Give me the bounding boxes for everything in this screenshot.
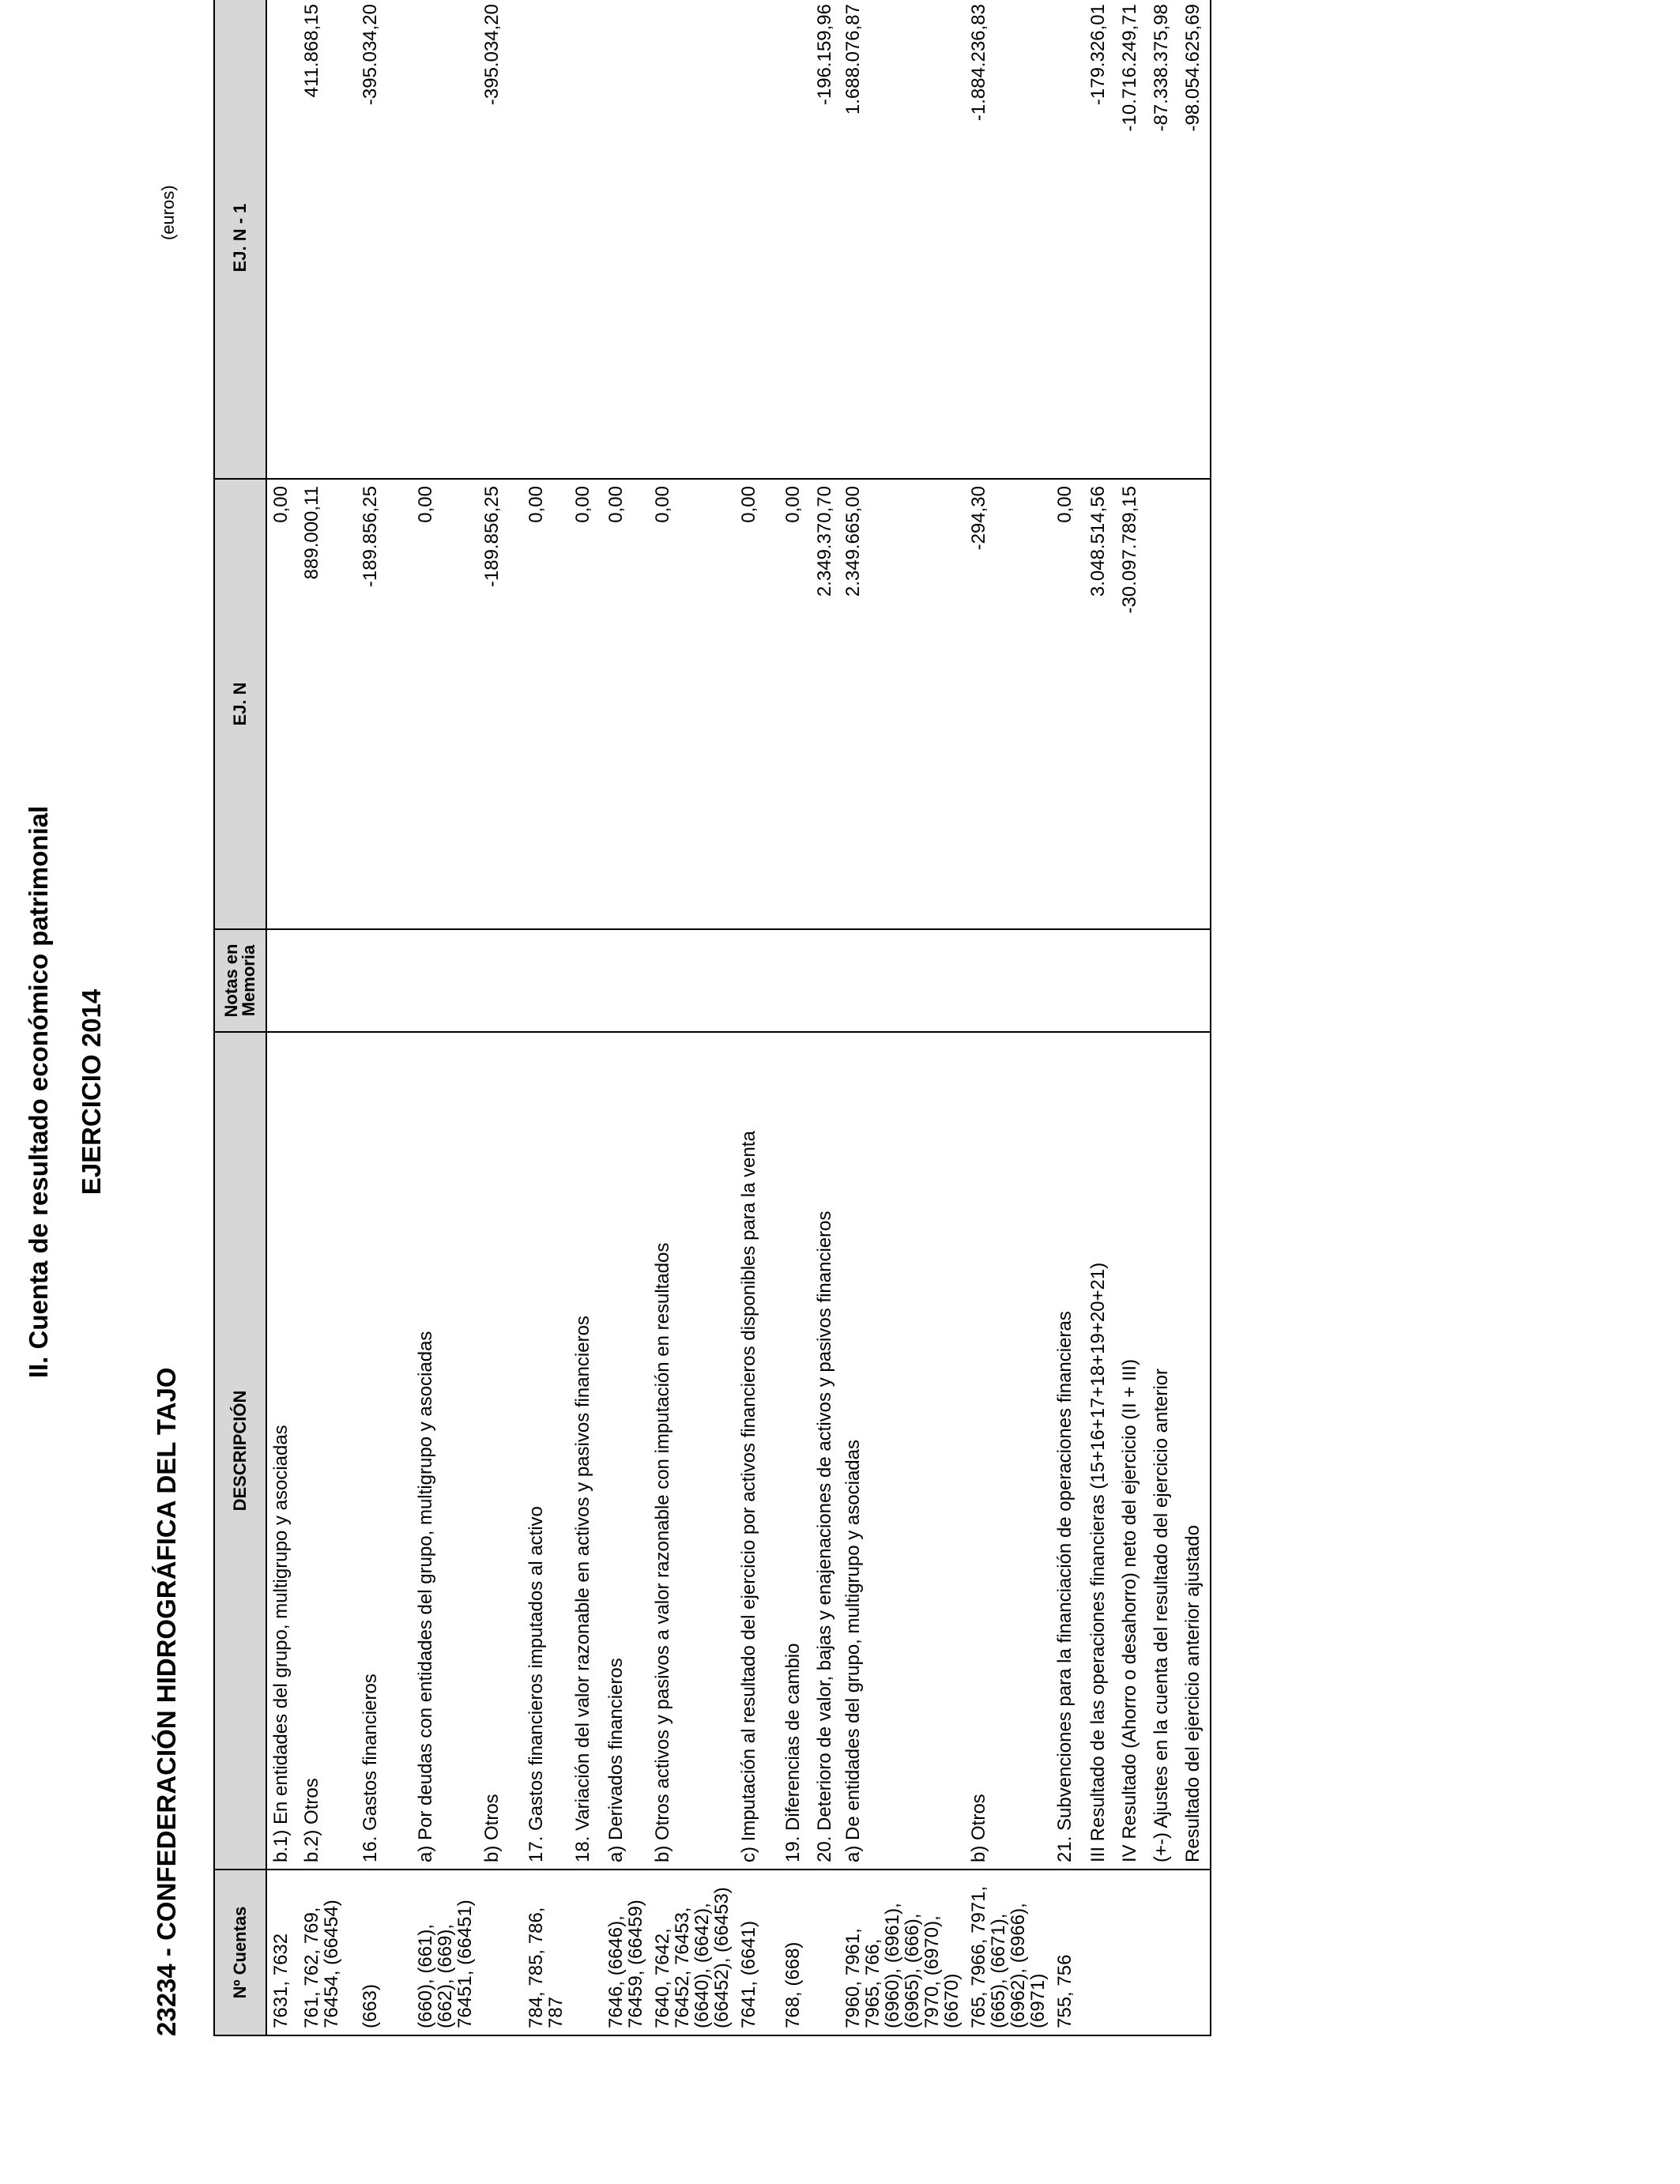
cell-ej-n1: 1.688.076,87 [839,0,965,479]
cell-description: 16. Gastos financieros [356,1032,412,1870]
table-row [811,0,839,2035]
cell-notes [1147,929,1179,1032]
cell-accounts: 7640, 7642, 76452, 76453, (6640), (6642), (66452), (66453) [649,1870,735,2035]
cell-ej-n: -294,30 [965,479,1051,929]
cell-ej-n: 2.349.665,00 [839,479,965,929]
cell-notes [1179,929,1211,1032]
header-ej-n1: EJ. N - 1 [214,0,266,479]
cell-description: a) Por deudas con entidades del grupo, multigrupo y asociadas [412,1032,478,1870]
cell-description: (+-) Ajustes en la cuenta del resultado del ejercicio anterior [1147,1032,1179,1870]
table-row [602,0,649,2035]
cell-accounts: (663) [356,1870,412,2035]
cell-ej-n: 0,00 [522,479,569,929]
cell-ej-n1 [266,0,298,479]
cell-ej-n1: -196.159,96 [811,0,839,479]
cell-ej-n: -189.856,25 [478,479,522,929]
cell-description: a) Derivados financieros [602,1032,649,1870]
cell-notes [356,929,412,1032]
cell-description: Resultado del ejercicio anterior ajustado [1179,1032,1211,1870]
cell-description: IV Resultado (Ahorro o desahorro) neto del ejercicio (II + III) [1116,1032,1147,1870]
cell-notes [298,929,356,1032]
cell-ej-n1: -179.326,01 [1084,0,1116,479]
cell-accounts: 765, 7966, 7971, (665), (6671), (6962), (6966), (6971) [965,1870,1051,2035]
cell-notes [1051,929,1084,1032]
header-notes: Notas en Memoria [214,929,266,1032]
cell-accounts: (660), (661), (662), (669), 76451, (66451) [412,1870,478,2035]
cell-notes [965,929,1051,1032]
header-accounts: Nº Cuentas [214,1870,266,2035]
table-row [522,0,569,2035]
cell-description: c) Imputación al resultado del ejercicio por activos financieros disponibles para la venta [735,1032,779,1870]
cell-ej-n1 [649,0,735,479]
cell-ej-n: 0,00 [649,479,735,929]
cell-ej-n1: -395.034,20 [356,0,412,479]
table-row [965,0,1051,2035]
cell-accounts: 7641, (6641) [735,1870,779,2035]
cell-ej-n: 3.048.514,56 [1084,479,1116,929]
cell-notes [266,929,298,1032]
table-row [1084,0,1116,2035]
cell-notes [569,929,602,1032]
cell-accounts [478,1870,522,2035]
cell-ej-n1 [735,0,779,479]
cell-notes [839,929,965,1032]
cell-description: b) Otros activos y pasivos a valor razonable con imputación en resultados [649,1032,735,1870]
cell-accounts [1147,1870,1179,2035]
cell-accounts: 7631, 7632 [266,1870,298,2035]
table-row [569,0,602,2035]
cell-accounts: 761, 762, 769, 76454, (66454) [298,1870,356,2035]
cell-ej-n1 [602,0,649,479]
table-row [1051,0,1084,2035]
cell-notes [1084,929,1116,1032]
cell-description: b) Otros [478,1032,522,1870]
cell-notes [735,929,779,1032]
cell-ej-n1: -1.884.236,83 [965,0,1051,479]
cell-notes [1116,929,1147,1032]
cell-description: 18. Variación del valor razonable en activos y pasivos financieros [569,1032,602,1870]
cell-description: b.2) Otros [298,1032,356,1870]
cell-ej-n: 2.349.370,70 [811,479,839,929]
header-description: DESCRIPCIÓN [214,1032,266,1870]
cell-description: III Resultado de las operaciones financieras (15+16+17+18+19+20+21) [1084,1032,1116,1870]
table-row [735,0,779,2035]
cell-notes [412,929,478,1032]
cell-ej-n: 0,00 [266,479,298,929]
table-row [649,0,735,2035]
cell-ej-n1 [522,0,569,479]
cell-ej-n1 [412,0,478,479]
cell-description: 20. Deterioro de valor, bajas y enajenaciones de activos y pasivos financieros [811,1032,839,1870]
table-row [356,0,412,2035]
cell-ej-n1: -87.338.375,98 [1147,0,1179,479]
cell-accounts: 755, 756 [1051,1870,1084,2035]
table-row [478,0,522,2035]
results-table [213,0,1211,2036]
cell-description: b.1) En entidades del grupo, multigrupo y asociadas [266,1032,298,1870]
table-row [1116,0,1147,2035]
cell-accounts [1179,1870,1211,2035]
cell-ej-n1: -395.034,20 [478,0,522,479]
cell-ej-n1 [1051,0,1084,479]
cell-ej-n: 0,00 [412,479,478,929]
cell-ej-n: 0,00 [735,479,779,929]
table-row [266,0,298,2035]
table-row [839,0,965,2035]
cell-accounts [1116,1870,1147,2035]
cell-accounts: 7646, (6646), 76459, (66459) [602,1870,649,2035]
cell-notes [779,929,811,1032]
cell-ej-n [1147,479,1179,929]
table-row [779,0,811,2035]
cell-ej-n1: -98.054.625,69 [1179,0,1211,479]
cell-ej-n: 0,00 [602,479,649,929]
table-row [298,0,356,2035]
cell-ej-n: 0,00 [779,479,811,929]
currency-units: (euros) [158,185,178,240]
cell-notes [811,929,839,1032]
cell-accounts: 7960, 7961, 7965, 766, (6960), (6961), (6965), (666), 7970, (6970), (6670) [839,1870,965,2035]
cell-ej-n [1179,479,1211,929]
cell-accounts [1084,1870,1116,2035]
report-subtitle: EJERCICIO 2014 [77,988,106,1196]
table-header-row [214,0,266,2035]
cell-ej-n1: 411.868,15 [298,0,356,479]
report-title: II. Cuenta de resultado económico patrimonial [24,805,53,1379]
cell-notes [478,929,522,1032]
cell-description: b) Otros [965,1032,1051,1870]
cell-description: a) De entidades del grupo, multigrupo y asociadas [839,1032,965,1870]
cell-ej-n: 0,00 [569,479,602,929]
cell-ej-n1 [779,0,811,479]
table-body [266,0,1211,2035]
cell-accounts [811,1870,839,2035]
cell-ej-n: 0,00 [1051,479,1084,929]
cell-description: 19. Diferencias de cambio [779,1032,811,1870]
cell-ej-n: -189.856,25 [356,479,412,929]
cell-ej-n1: -10.716.249,71 [1116,0,1147,479]
cell-description: 17. Gastos financieros imputados al activo [522,1032,569,1870]
cell-accounts: 768, (668) [779,1870,811,2035]
table-row [412,0,478,2035]
cell-notes [602,929,649,1032]
cell-accounts: 784, 785, 786, 787 [522,1870,569,2035]
cell-ej-n: -30.097.789,15 [1116,479,1147,929]
header-ej-n: EJ. N [214,479,266,929]
entity-name: 23234 - CONFEDERACIÓN HIDROGRÁFICA DEL TAJO [152,1367,181,2036]
table-row [1147,0,1179,2035]
cell-ej-n: 889.000,11 [298,479,356,929]
cell-ej-n1 [569,0,602,479]
cell-notes [522,929,569,1032]
table-row [1179,0,1211,2035]
cell-accounts [569,1870,602,2035]
cell-description: 21. Subvenciones para la financiación de operaciones financieras [1051,1032,1084,1870]
cell-notes [649,929,735,1032]
